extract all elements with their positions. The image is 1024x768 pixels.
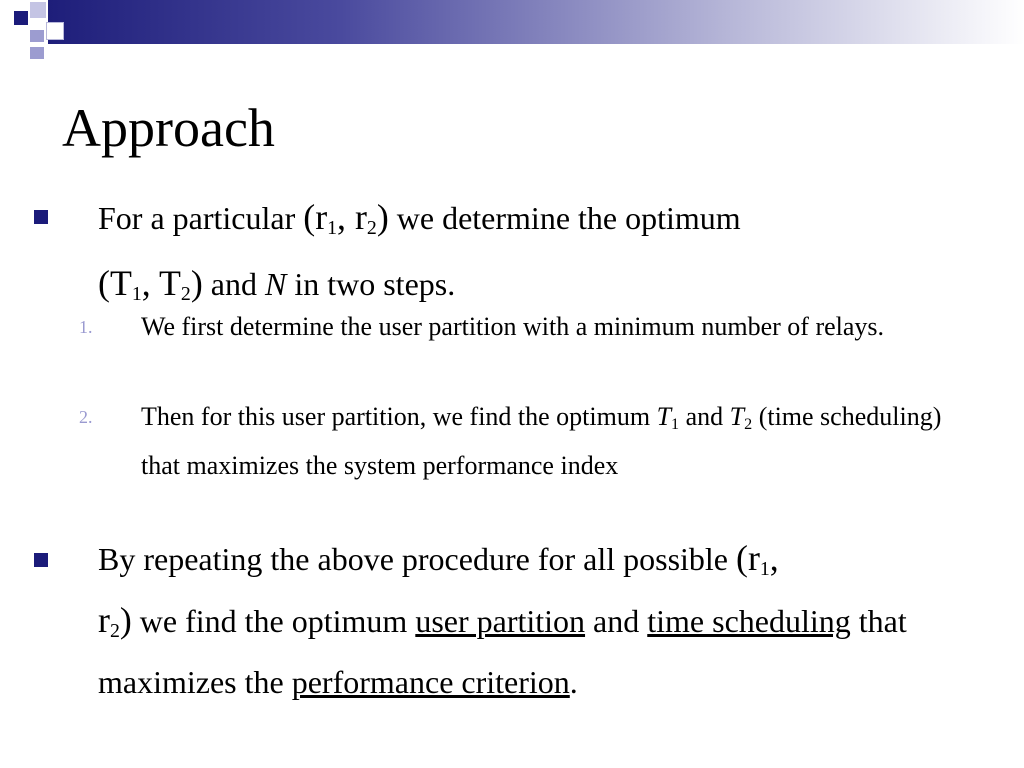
performance-criterion-text: performance criterion	[291, 663, 570, 700]
slide-title: Approach	[62, 98, 275, 158]
user-partition-text: user partition	[415, 602, 586, 639]
bullet-1-text: For a particular ($r_1$, $r_2$) we determine the optimum ($T_1$, $T_2$) and N in two steps.	[98, 197, 741, 305]
header-square-3	[46, 22, 64, 40]
bullet-1-marker	[34, 210, 48, 224]
header-square-2	[30, 2, 46, 18]
step-2-text: Then for this user partition, we find the optimum $T_1$ and $T_2$ (time scheduling) that maximizes the system performance index	[141, 402, 942, 481]
bullet-2-marker	[34, 553, 48, 567]
step-1-number: 1.	[79, 317, 93, 337]
bullet-2-text: By repeating the above procedure for all possible ($r_1$, $r_2$) we find the optimum user partition and time scheduling that maximizes the performance criterion.	[98, 538, 907, 700]
header-square-1	[14, 11, 28, 25]
header-square-5	[30, 47, 44, 59]
step-1-text: We first determine the user partition with a minimum number of relays.	[141, 312, 885, 341]
step-2-number: 2.	[79, 407, 93, 427]
header-gradient-bar	[48, 0, 1024, 44]
time-scheduling-text: time scheduling	[647, 602, 851, 639]
header-square-4	[30, 30, 44, 42]
